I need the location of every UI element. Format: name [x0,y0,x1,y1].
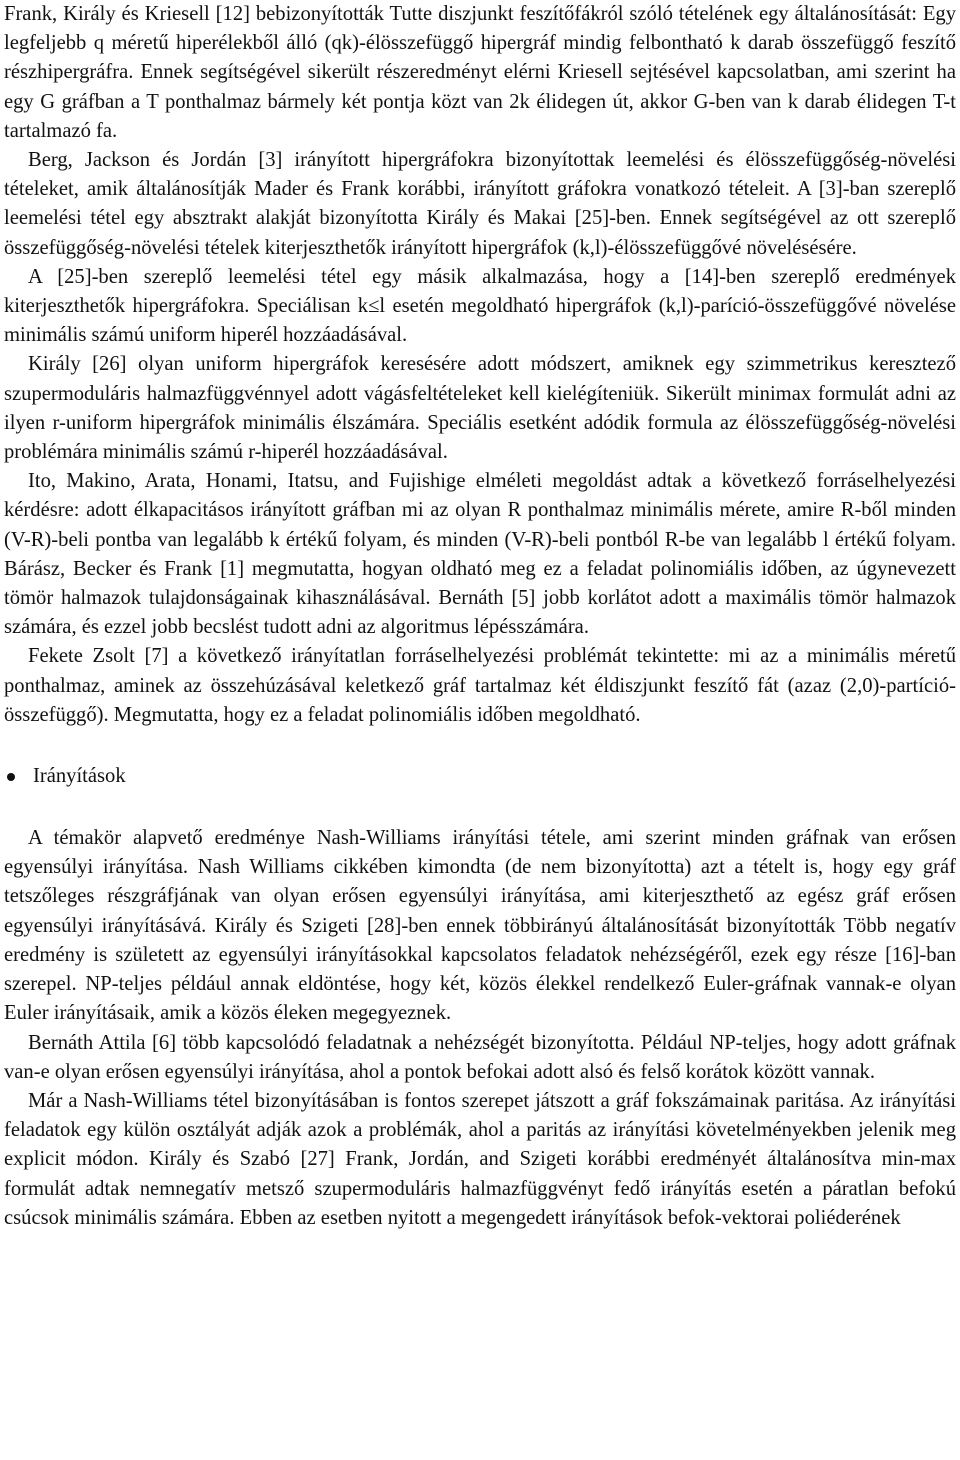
paragraph-nash-williams-orientation: A témakör alapvető eredménye Nash-Williams irányítási tétele, ami szerint minden gráfnak van erősen egyensúlyi irányítása. Nash Williams cikkében kimondta (de nem bizonyította) azt a tételt is, hogy egy gráf tetszőleges részgráfjának van olyan erősen egyensúlyi irányítása, ami kiterjeszthető az egész gráf erősen egyensúlyi irányításává. Király és Szigeti [28]-ben ennek többirányú általánosítását bizonyították Több negatív eredmény is született az egyensúlyi irányításokkal kapcsolatos feladatok nehézségéről, ezek egy része [16]-ban szerepel. NP-teljes például annak eldöntése, hogy két, közös élekkel rendelkező Euler-gráfnak vannak-e olyan Euler irányításaik, amik a közös éleken megegyeznek. [4,827,956,1025]
paragraph-frank-kiraly-kriesell: Frank, Király és Kriesell [12] bebizonyították Tutte diszjunkt feszítőfákról szóló tételének egy általánosítását: Egy legfeljebb q méretű hiperélekből álló (qk)-élösszefüggő hipergráf mindig felbontható k darab összefüggő feszítő részhipergráfra. Ennek segítségével sikerült részeredményt elérni Kriesell sejtésével kapcsolatban, ami szerint ha egy G gráfban a T ponthalmaz bármely két pontja közt van 2k élidegen út, akkor G-ben van k darab élidegen T-t tartalmazó fa. [4,3,956,142]
section-spacer [4,797,956,824]
section-heading [4,757,956,797]
section-heading-label: Irányítások [33,765,126,788]
paragraph-kiraly-uniform-hypergraphs: Király [26] olyan uniform hipergráfok keresésére adott módszert, amiknek egy szimmetrikus keresztező szupermoduláris halmazfüggvénnyel adott vágásfeltételeket kell kielégíteniük. Sikerült minimax formulát adni az ilyen r-uniform hipergráfok minimális élszámára. Speciális esetként adódik formula az élösszefüggőség-növelési problémára minimális számú r-hiperél hozzáadásával. [4,353,956,464]
paragraph-bernath-hardness: Bernáth Attila [6] több kapcsolódó feladatnak a nehézségét bizonyította. Például NP-teljes, hogy adott gráfnak van-e olyan erősen egyensúlyi irányítása, ahol a pontok befokai adott alsó és felső korátok között vannak. [4,1031,956,1083]
section-spacer [4,730,956,757]
paragraph-berg-jackson-jordan: Berg, Jackson és Jordán [3] irányított hipergráfokra bizonyítottak leemelési és élösszefüggőség-növelési tételeket, amik általánosítják Mader és Frank korábbi, irányított gráfokra vonatkozó tételeit. A [3]-ban szereplő leemelési tétel egy absztrakt alakját bizonyította Király és Makai [25]-ben. Ennek segítségével az ott szereplő összefüggőség-növelési tételek kiterjeszthetők irányított hipergráfok (k,l)-élösszefüggővé növelésésére. [4,149,956,259]
paragraph-splitting-off-application: A [25]-ben szereplő leemelési tétel egy másik alkalmazása, hogy a [14]-ben szereplő eredmények kiterjeszthetők hipergráfokra. Speciálisan k≤l esetén megoldható hipergráfok (k,l)-paríció-összefüggővé növelése minimális számú uniform hiperél hozzáadásával. [4,265,956,347]
paragraph-source-location: Ito, Makino, Arata, Honami, Itatsu, and Fujishige elméleti megoldást adtak a következő forráselhelyezési kérdésre: adott élkapacitásos irányított gráfban mi az olyan R ponthalmaz minimális mérete, amire R-ből minden (V-R)-beli pontba van legalább k értékű folyam, és minden (V-R)-beli pontból R-be van legalább l értékű folyam. Bárász, Becker és Frank [1] megmutatta, hogyan oldható meg ez a feladat polinomiális időben, az úgynevezett tömör halmazok tulajdonságainak kihasználásával. Bernáth [5] jobb korlátot adott a maximális tömör halmazok számára, és ezzel jobb becslést tudott adni az algoritmus lépésszámára. [4,470,956,639]
paragraph-parity-orientation: Már a Nash-Williams tétel bizonyításában is fontos szerepet játszott a gráf fokszámainak paritása. Az irányítási feladatok egy külön osztályát adják azok a problémák, ahol a paritás az irányítási követelményekben jelenik meg explicit módon. Király és Szabó [27] Frank, Jordán, and Szigeti korábbi eredményét általánosítva min-max formulát adtak nemnegatív metsző szupermoduláris halmazfüggvényt fedő irányítás esetén a páratlan befokú csúcsok minimális számára. Ebben az esetben nyitott a megengedett irányítások befok-vektorai poliéderének [4,1089,956,1229]
paragraph-fekete-source-location: Fekete Zsolt [7] a következő irányítatlan forráselhelyezési problémát tekintette: mi az a minimális méretű ponthalmaz, aminek az összehúzásával keletkező gráf tartalmaz két éldiszjunkt feszítő fát (azaz (2,0)-partíció-összefüggő). Megmutatta, hogy ez a feladat polinomiális időben megoldható. [4,645,956,726]
bullet-icon [7,773,15,781]
